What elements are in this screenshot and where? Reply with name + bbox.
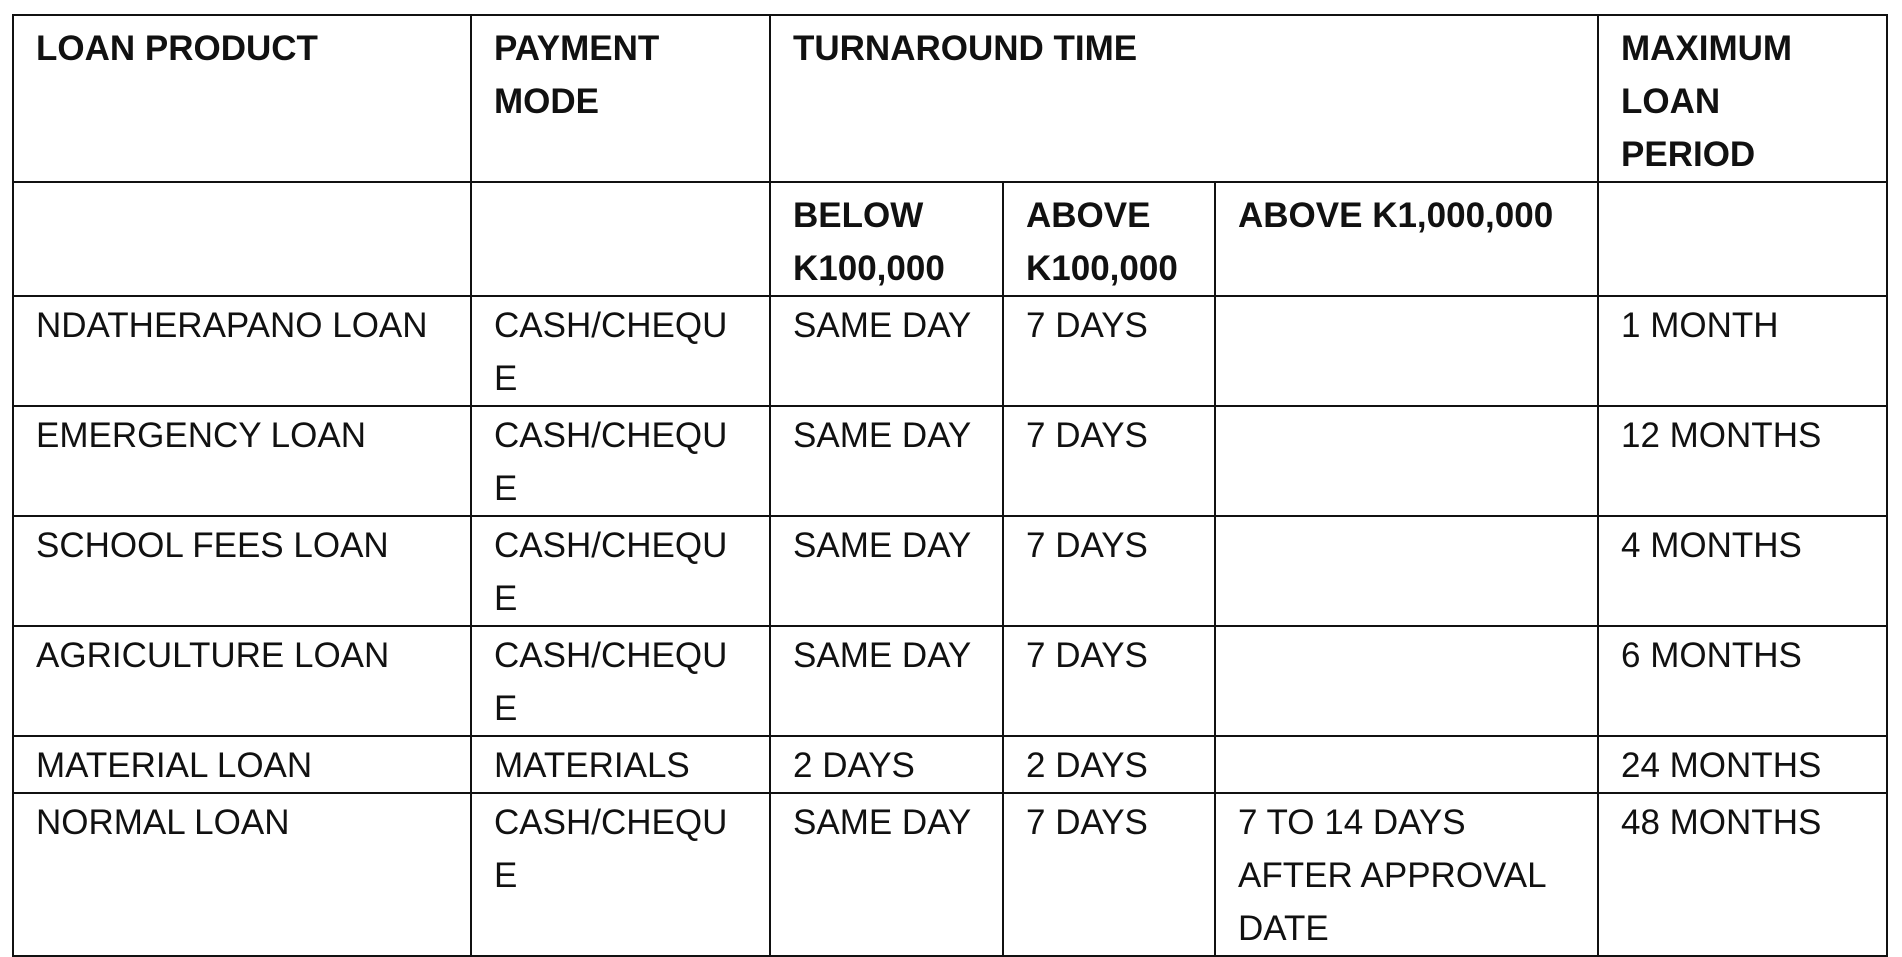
header-above-1m: ABOVE K1,000,000 (1215, 182, 1598, 296)
cell-turnaround-below-100k: SAME DAY (770, 406, 1003, 516)
cell-turnaround-above-1m (1215, 736, 1598, 793)
header-above-100k: ABOVE K100,000 (1003, 182, 1215, 296)
cell-turnaround-above-1m: 7 TO 14 DAYS AFTER APPROVAL DATE (1215, 793, 1598, 956)
cell-payment-mode: CASH/CHEQUE (471, 296, 770, 406)
table-row (13, 406, 1887, 516)
cell-loan-product: NDATHERAPANO LOAN (13, 296, 471, 406)
cell-turnaround-above-1m (1215, 296, 1598, 406)
cell-turnaround-below-100k: SAME DAY (770, 296, 1003, 406)
header-loan-product: LOAN PRODUCT (13, 15, 471, 182)
header-empty-cell (471, 182, 770, 296)
cell-turnaround-above-100k: 7 DAYS (1003, 406, 1215, 516)
table-row (13, 793, 1887, 956)
cell-turnaround-above-100k: 7 DAYS (1003, 626, 1215, 736)
header-row-main (13, 15, 1887, 182)
cell-payment-mode: CASH/CHEQUE (471, 516, 770, 626)
loan-products-table (12, 14, 1888, 957)
cell-payment-mode: CASH/CHEQUE (471, 406, 770, 516)
header-turnaround-time: TURNAROUND TIME (770, 15, 1598, 182)
cell-payment-mode: MATERIALS (471, 736, 770, 793)
cell-maximum-loan-period: 12 MONTHS (1598, 406, 1887, 516)
table-row (13, 736, 1887, 793)
cell-payment-mode: CASH/CHEQUE (471, 793, 770, 956)
table-row (13, 516, 1887, 626)
cell-turnaround-above-100k: 7 DAYS (1003, 516, 1215, 626)
header-row-sub (13, 182, 1887, 296)
header-empty-cell (13, 182, 471, 296)
cell-turnaround-above-100k: 7 DAYS (1003, 296, 1215, 406)
cell-turnaround-above-1m (1215, 626, 1598, 736)
cell-payment-mode: CASH/CHEQUE (471, 626, 770, 736)
cell-turnaround-above-1m (1215, 516, 1598, 626)
table-row (13, 626, 1887, 736)
cell-maximum-loan-period: 24 MONTHS (1598, 736, 1887, 793)
cell-loan-product: SCHOOL FEES LOAN (13, 516, 471, 626)
cell-maximum-loan-period: 48 MONTHS (1598, 793, 1887, 956)
cell-turnaround-below-100k: SAME DAY (770, 626, 1003, 736)
cell-loan-product: EMERGENCY LOAN (13, 406, 471, 516)
table-row (13, 296, 1887, 406)
cell-turnaround-above-1m (1215, 406, 1598, 516)
cell-maximum-loan-period: 6 MONTHS (1598, 626, 1887, 736)
cell-loan-product: MATERIAL LOAN (13, 736, 471, 793)
cell-maximum-loan-period: 1 MONTH (1598, 296, 1887, 406)
cell-loan-product: NORMAL LOAN (13, 793, 471, 956)
header-maximum-loan-period: MAXIMUM LOAN PERIOD (1598, 15, 1887, 182)
header-below-100k: BELOW K100,000 (770, 182, 1003, 296)
cell-turnaround-below-100k: SAME DAY (770, 516, 1003, 626)
header-payment-mode: PAYMENT MODE (471, 15, 770, 182)
loan-rows (13, 296, 1887, 956)
cell-turnaround-below-100k: 2 DAYS (770, 736, 1003, 793)
cell-turnaround-above-100k: 2 DAYS (1003, 736, 1215, 793)
cell-turnaround-below-100k: SAME DAY (770, 793, 1003, 956)
cell-loan-product: AGRICULTURE LOAN (13, 626, 471, 736)
header-empty-cell (1598, 182, 1887, 296)
cell-turnaround-above-100k: 7 DAYS (1003, 793, 1215, 956)
cell-maximum-loan-period: 4 MONTHS (1598, 516, 1887, 626)
